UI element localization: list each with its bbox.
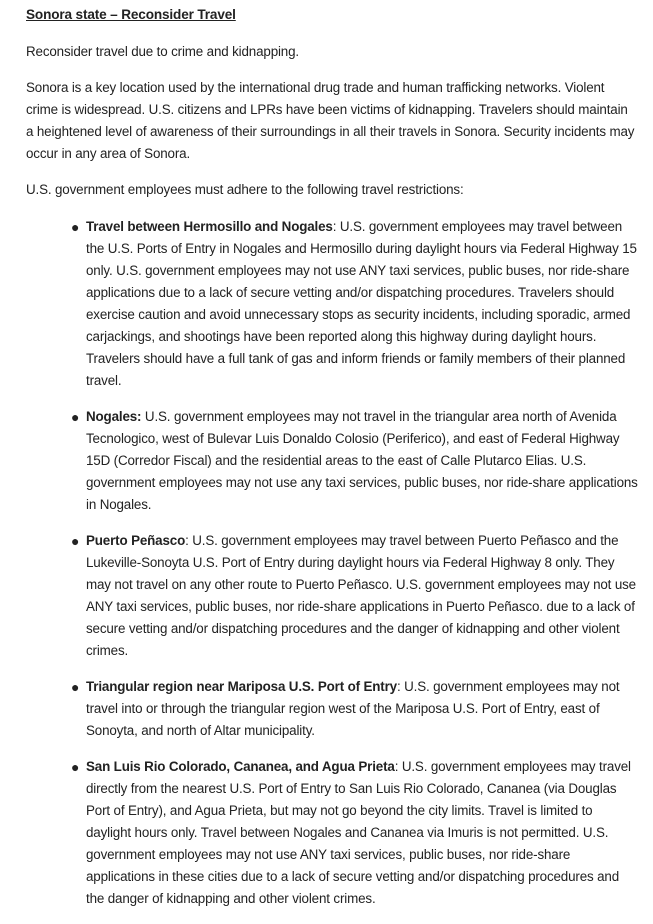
list-item: [26, 406, 638, 516]
item-heading: Puerto Peñasco: [86, 533, 186, 548]
item-text: U.S. government employees may not travel in the triangular area north of Avenida Tecnologico, west of Bulevar Luis Donaldo Colosio (Periferico), and east of Federal Highway 15D (Corredor Fiscal) and the residential areas to the east of Calle Plutarco Elias. U.S. government employees may not use any taxi services, public buses, nor ride-share applications in Nogales.: [86, 409, 638, 512]
list-item: [26, 216, 638, 392]
bullet-icon: ●: [71, 409, 80, 425]
bullet-icon: ●: [71, 759, 80, 775]
list-item: [26, 676, 638, 742]
description-paragraph: Sonora is a key location used by the international drug trade and human trafficking networks. Violent crime is widespread. U.S. citizens and LPRs have been victims of kidnapping. Travelers should maintain a heightened level of awareness of their surroundings in all their travels in Sonora. Security incidents may occur in any area of Sonora.: [26, 80, 635, 161]
item-text: : U.S. government employees may travel between Puerto Peñasco and the Lukeville-Sonoyta U.S. Port of Entry during daylight hours via Federal Highway 8 only. They may not travel on any other route to Puerto Peñasco. U.S. government employees may not use ANY taxi services, public buses, nor ride-share applications in Puerto Peñasco. due to a lack of secure vetting and/or dispatching procedures and the danger of kidnapping and other violent crimes.: [86, 533, 636, 658]
item-heading: San Luis Rio Colorado, Cananea, and Agua Prieta: [86, 759, 395, 774]
bullet-icon: ●: [71, 533, 80, 549]
item-text: : U.S. government employees may travel between the U.S. Ports of Entry in Nogales and Hermosillo during daylight hours via Federal Highway 15 only. U.S. government employees may not use ANY taxi services, public buses, nor ride-share applications due to a lack of secure vetting and/or dispatching procedures. Travelers should exercise caution and avoid unnecessary stops as security incidents, including sporadic, armed carjackings, and shootings have been reported along this highway during daylight hours. Travelers should have a full tank of gas and inform friends or family members of their planned travel.: [86, 219, 637, 388]
advisory-document: [26, 4, 638, 924]
bullet-icon: ●: [71, 679, 80, 695]
item-text: : U.S. government employees may not travel into or through the triangular region west of the Mariposa U.S. Port of Entry, east of Sonoyta, and north of Altar municipality.: [86, 679, 620, 738]
bullet-icon: ●: [71, 219, 80, 235]
item-heading: Nogales:: [86, 409, 142, 424]
list-item: [26, 530, 638, 662]
restrictions-list: [26, 216, 638, 910]
advisory-level-text: Reconsider travel due to crime and kidnapping.: [26, 44, 299, 59]
item-heading: Triangular region near Mariposa U.S. Port of Entry: [86, 679, 397, 694]
item-heading: Travel between Hermosillo and Nogales: [86, 219, 333, 234]
section-title: Sonora state – Reconsider Travel: [26, 7, 236, 22]
restrictions-intro: U.S. government employees must adhere to the following travel restrictions:: [26, 182, 464, 197]
item-text: : U.S. government employees may travel directly from the nearest U.S. Port of Entry to San Luis Rio Colorado, Cananea (via Douglas Port of Entry), and Agua Prieta, but may not go beyond the city limits. Travel is limited to daylight hours only. Travel between Nogales and Cananea via Imuris is not permitted. U.S. government employees may not use ANY taxi services, public buses, nor ride-share applications in these cities due to a lack of secure vetting and/or dispatching procedures and the danger of kidnapping and other violent crimes.: [86, 759, 631, 906]
list-item: [26, 756, 638, 910]
